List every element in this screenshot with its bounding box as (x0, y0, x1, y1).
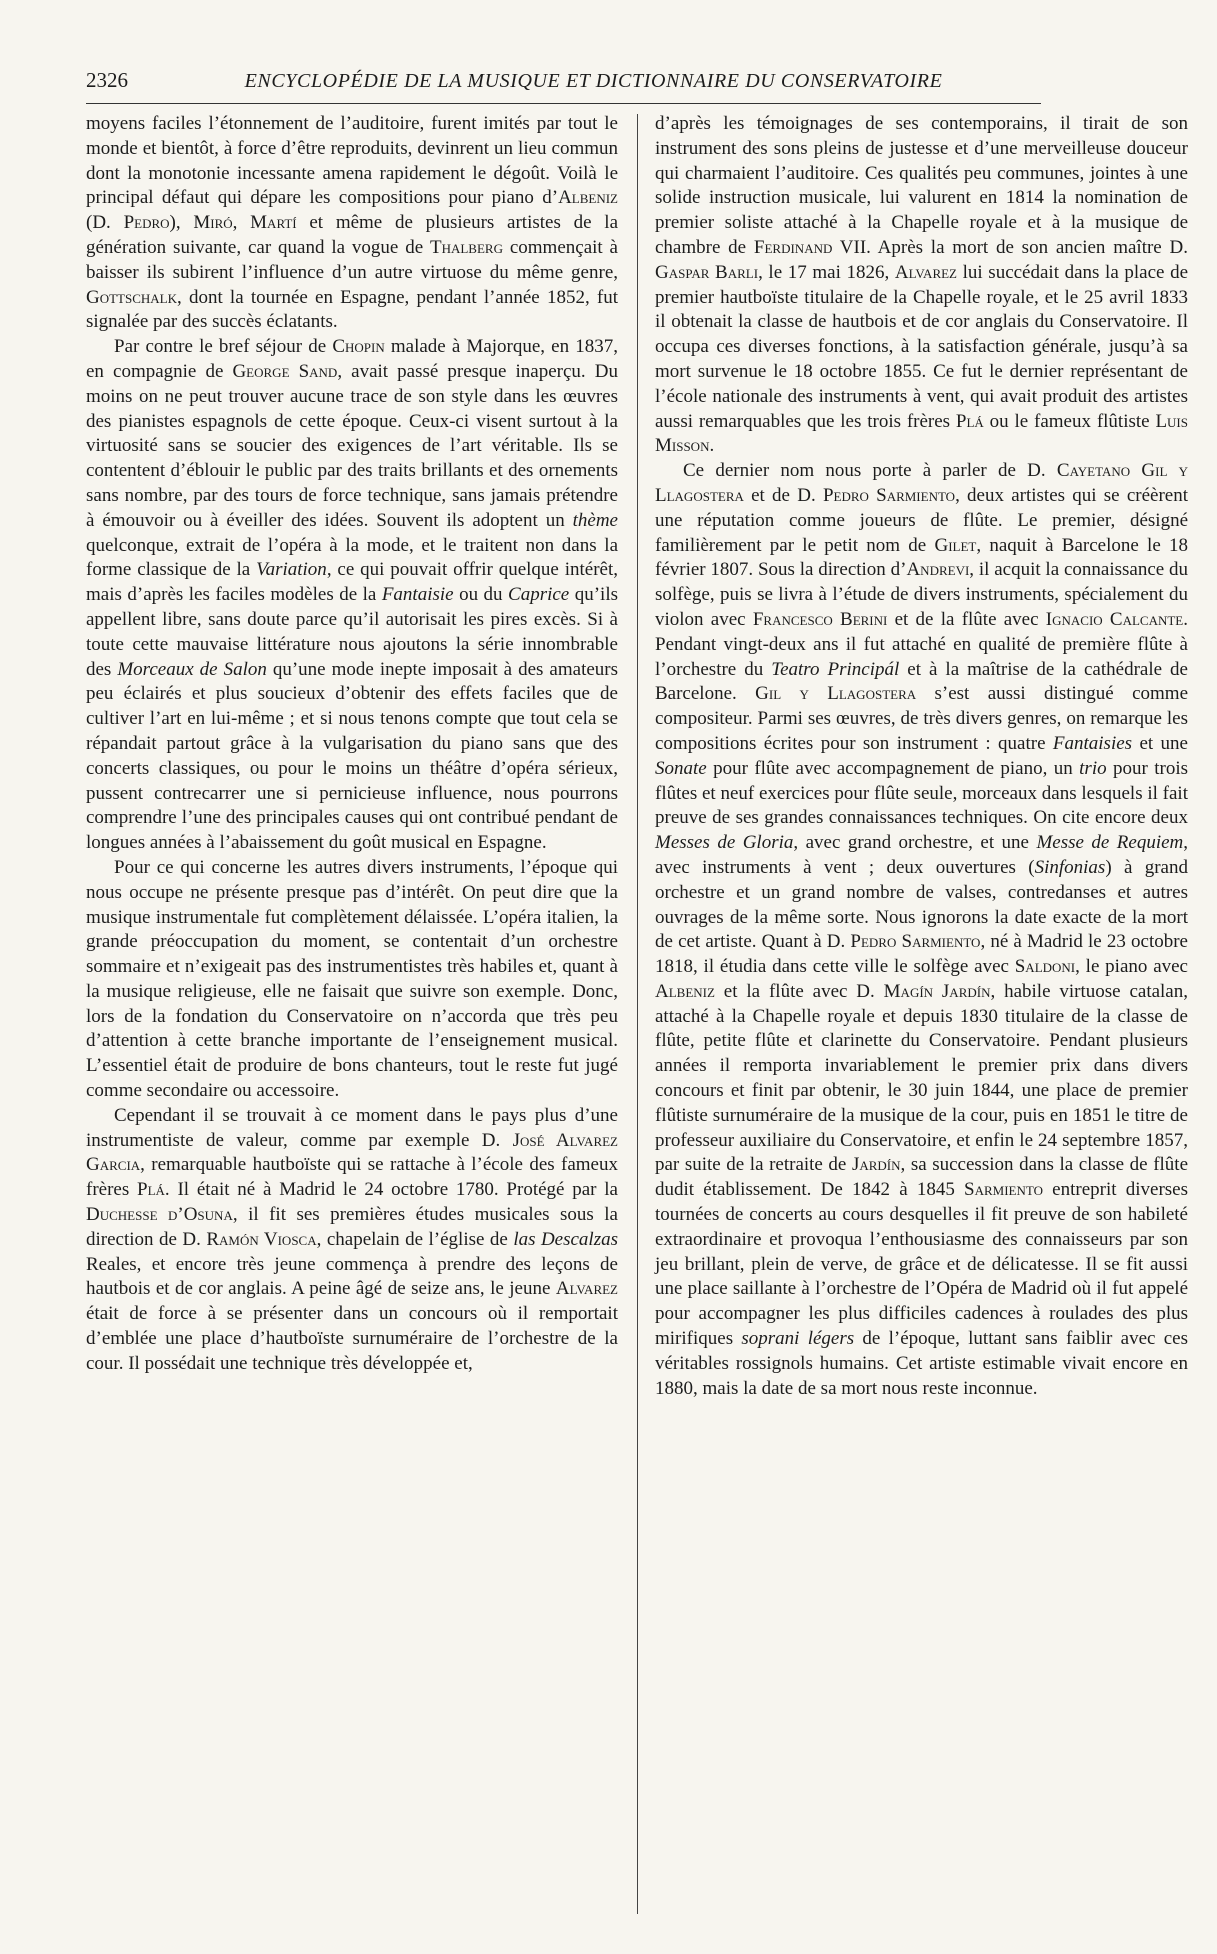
paragraph: Pour ce qui concerne les autres divers instruments, l’époque qui nous occupe ne présente presque pas d’intérêt. On peut dire que la musique instrumentale fut complètement délaissée. L’opéra italien, la grande préoccupation du moment, se contentait d’un orchestre sommaire et n’exigeait pas des instrumentistes très habiles et, quant à la musique religieuse, elle ne faisait que suivre son exemple. Donc, lors de la fondation du Conservatoire on n’accorda que très peu d’attention à cette branche importante de l’enseignement musical. L’essentiel était de produire de bons chanteurs, tout le reste fut jugé comme secondaire ou accessoire. (86, 856, 618, 1102)
paragraph: Par contre le bref séjour de Chopin malade à Majorque, en 1837, en compagnie de George Sand, avait passé presque inaperçu. Du moins on ne peut trouver aucune trace de son style dans les œuvres des pianistes espagnols de cette époque. Ceux-ci visent surtout à la virtuosité sans se soucier des exigences de l’art véritable. Ils se contentent d’éblouir le public par des traits brillants et des ornements sans nombre, par des tours de force technique, sans jamais prétendre à émouvoir ou à éveiller des idées. Souvent ils adoptent un thème quelconque, extrait de l’opéra à la mode, et le traitent non dans la forme classique de la Variation, ce qui pouvait offrir quelque intérêt, mais d’après les faciles modèles de la Fantaisie ou du Caprice qu’ils appellent libre, sans doute parce qu’il autorisait les pires excès. Si à toute cette mauvaise littérature nous ajoutons la série innombrable des Morceaux de Salon qu’une mode inepte imposait à des amateurs peu éclairés et plus soucieux d’obtenir des effets faciles que de cultiver l’art en lui-même ; et si nous tenons compte que tout cela se répandait partout grâce à la vulgarisation du piano sans que des concerts classiques, ou pour le moins un théâtre d’opéra sérieux, pussent contrecarrer une si pernicieuse influence, nous pourrons comprendre l’une des principales causes qui ont contribué pendant de longues années à l’abaissement du goût musical en Espagne. (86, 336, 619, 854)
column-divider (637, 114, 638, 1914)
right-column (655, 112, 1188, 1401)
page-header (86, 68, 1041, 102)
running-title: ENCYCLOPÉDIE DE LA MUSIQUE ET DICTIONNAIRE DU CONSERVATOIRE (244, 70, 943, 92)
page-number: 2326 (86, 68, 128, 92)
paragraph: d’après les témoignages de ses contemporains, il tirait de son instrument des sons pleins de justesse et d’une merveilleuse douceur qui charmaient l’auditoire. Ces qualités peu communes, jointes à une solide instruction musicale, lui valurent en 1814 la nomination de premier soliste attaché à la Chapelle royale et à la musique de chambre de Ferdinand VII. Après la mort de son ancien maître D. Gaspar Barli, le 17 mai 1826, Alvarez lui succédait dans la place de premier hautboïste titulaire de la Chapelle royale, et le 25 avril 1833 il obtenait la classe de hautbois et de cor anglais du Conservatoire. Il occupa ces diverses fonctions, à la satisfaction générale, jusqu’à sa mort survenue le 18 octobre 1855. Ce fut le dernier représentant de l’école nationale des instruments à vent, qui avait produit des artistes aussi remarquables que les trois frères Plá ou le fameux flûtiste Luis Misson. (655, 113, 1189, 457)
left-column (86, 112, 618, 1377)
paragraph: Cependant il se trouvait à ce moment dans le pays plus d’une instrumentiste de valeur, comme par exemple D. José Alvarez Garcia, remarquable hautboïste qui se rattache à l’école des fameux frères Plá. Il était né à Madrid le 24 octobre 1780. Protégé par la Duchesse d’Osuna, il fit ses premières études musicales sous la direction de D. Ramón Viosca, chapelain de l’église de las Descalzas Reales, et encore très jeune commença à prendre des leçons de hautbois et de cor anglais. A peine âgé de seize ans, le jeune Alvarez était de force à se présenter dans un concours où il remportait d’emblée une place d’hautboïste surnuméraire de l’orchestre de la cour. Il possédait une technique très développée et, (86, 1104, 619, 1374)
paragraph: Ce dernier nom nous porte à parler de D. Cayetano Gil y Llagostera et de D. Pedro Sarmiento, deux artistes qui se créèrent une réputation comme joueurs de flûte. Le premier, désigné familièrement par le petit nom de Gilet, naquit à Barcelone le 18 février 1807. Sous la direction d’Andrevi, il acquit la connaissance du solfège, puis se livra à l’étude de divers instruments, spécialement du violon avec Francesco Berini et de la flûte avec Ignacio Calcante. Pendant vingt-deux ans il fut attaché en qualité de première flûte à l’orchestre du Teatro Principál et à la maîtrise de la cathédrale de Barcelone. Gil y Llagostera s’est aussi distingué comme compositeur. Parmi ses œuvres, de très divers genres, on remarque les compositions écrites pour son instrument : quatre Fantaisies et une Sonate pour flûte avec accompagnement de piano, un trio pour trois flûtes et neuf exercices pour flûte seule, morceaux dans lesquels il fait preuve de ses grandes connaissances techniques. On cite encore deux Messes de Gloria, avec grand orchestre, et une Messe de Requiem, avec instruments à vent ; deux ouvertures (Sinfonias) à grand orchestre et un grand nombre de valses, contredanses et autres ouvrages de la même sorte. Nous ignorons la date exacte de la mort de cet artiste. Quant à D. Pedro Sarmiento, né à Madrid le 23 octobre 1818, il étudia dans cette ville le solfège avec Saldoni, le piano avec Albeniz et la flûte avec D. Magín Jardín, habile virtuose catalan, attaché à la Chapelle royale et depuis 1830 titulaire de la classe de flûte, petite flûte et clarinette du Conservatoire. Pendant plusieurs années il remporta invariablement le premier prix dans divers concours et finit par obtenir, le 30 juin 1844, une place de premier flûtiste surnuméraire de la musique de la cour, puis en 1851 le titre de professeur auxiliaire du Conservatoire, et enfin le 24 septembre 1857, par suite de la retraite de Jardín, sa succession dans la classe de flûte dudit établissement. De 1842 à 1845 Sarmiento entreprit diverses tournées de concerts au cours desquelles il fit preuve de son habileté extraordinaire et provoqua l’enthousiasme des connaisseurs par son jeu brillant, plein de verve, de grâce et de délicatesse. Il se fit aussi une place saillante à l’orchestre de l’Opéra de Madrid où il fut appelé pour accompagner les plus difficiles cadences à roulades des plus mirifiques soprani légers de l’époque, luttant sans faiblir avec ces véritables rossignols humains. Cet artiste estimable vivait encore en 1880, mais la date de sa mort nous reste inconnue. (655, 460, 1189, 1399)
paragraph: moyens faciles l’étonnement de l’auditoire, furent imités par tout le monde et bientôt, à force d’être reproduits, devinrent un lieu commun dont la monotonie incessante amena rapidement le dégoût. Voilà le principal défaut qui dépare les compositions pour piano d’Albeniz (D. Pedro), Miró, Martí et même de plusieurs artistes de la génération suivante, car quand la vogue de Thalberg commençait à baisser ils subirent l’influence d’un autre virtuose du même genre, Gottschalk, dont la tournée en Espagne, pendant l’année 1852, fut signalée par des succès éclatants. (86, 113, 618, 333)
header-rule (86, 103, 1041, 104)
